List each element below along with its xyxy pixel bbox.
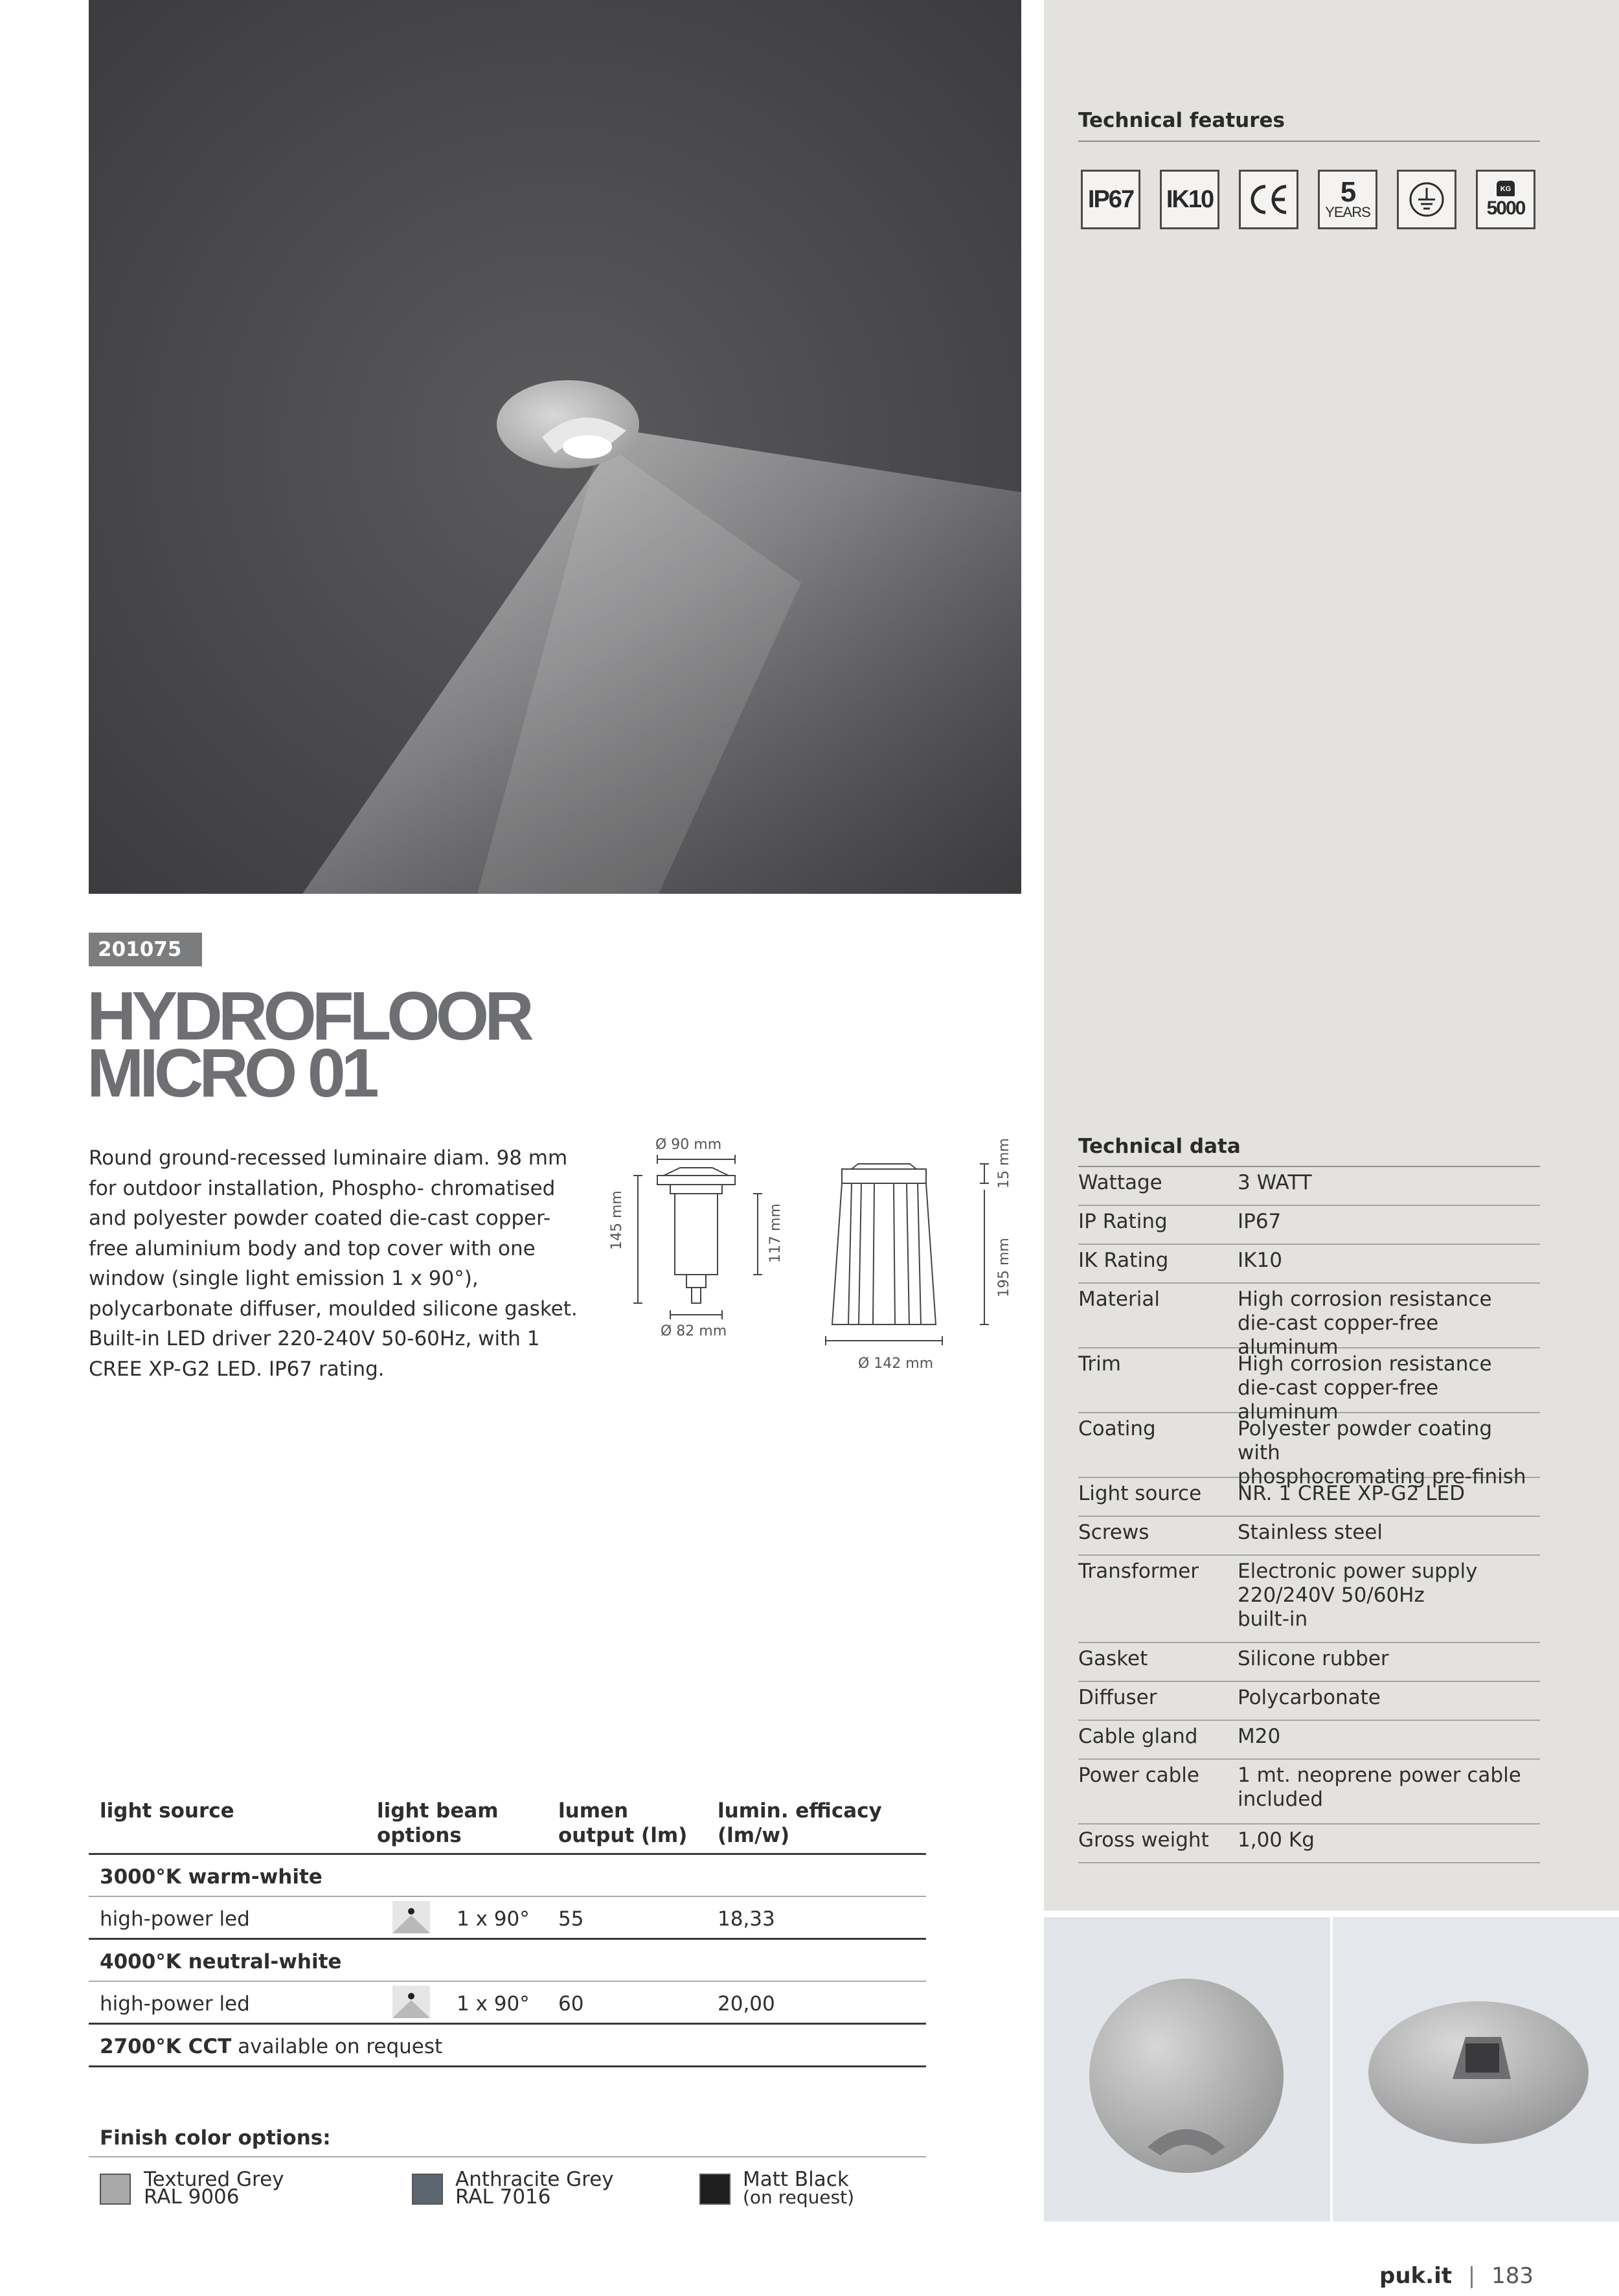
finish-code: RAL 9006 xyxy=(144,2185,240,2209)
technical-data-label: Material xyxy=(1078,1288,1160,1311)
dim-bottom-diameter: Ø 82 mm xyxy=(661,1323,727,1339)
technical-data-title: Technical data xyxy=(1078,1135,1241,1158)
earth-ground-glyph xyxy=(1407,180,1446,219)
product-photo-side-view-image xyxy=(1333,1917,1619,2222)
technical-data-label: Power cable xyxy=(1078,1764,1199,1787)
header-lumen-line2: output (lm) xyxy=(558,1824,688,1847)
table-divider xyxy=(89,2023,926,2025)
product-photo-top-view-image xyxy=(1044,1917,1330,2222)
finish-code: (on request) xyxy=(743,2187,855,2208)
swatch-anthracite-grey xyxy=(412,2174,443,2205)
technical-data-label: Trim xyxy=(1078,1352,1121,1376)
technical-data-label: Wattage xyxy=(1078,1171,1162,1194)
load-weight-label: 5000 xyxy=(1486,198,1525,219)
finish-label-anthracite-grey xyxy=(455,2168,614,2209)
swatch-matt-black xyxy=(699,2174,730,2205)
technical-data-value: IK10 xyxy=(1238,1249,1282,1272)
technical-data-value: 3 WATT xyxy=(1238,1171,1312,1194)
technical-data-label: Screws xyxy=(1078,1521,1149,1544)
warranty-years-number: 5 xyxy=(1340,176,1355,208)
technical-drawing-lines xyxy=(602,1137,1017,1422)
product-code-badge: 201075 xyxy=(89,933,202,966)
technical-data-row xyxy=(1078,1477,1540,1517)
technical-data-value: 1,00 Kg xyxy=(1238,1828,1315,1852)
group-title-neutral: 4000°K neutral-white xyxy=(100,1950,342,1973)
technical-data-row xyxy=(1078,1720,1540,1760)
technical-data-value: Electronic power supply 220/240V 50/60Hz built-in xyxy=(1238,1560,1478,1631)
dim-body-height: 145 mm xyxy=(609,1190,625,1250)
row-efficacy-warm: 18,33 xyxy=(718,1907,775,1931)
technical-data-row xyxy=(1078,1205,1540,1245)
table-divider xyxy=(89,2065,926,2067)
ik10-label: IK10 xyxy=(1166,185,1214,213)
dim-inner-height: 117 mm xyxy=(767,1203,784,1263)
row-source-warm: high-power led xyxy=(100,1907,250,1931)
dim-box-height: 195 mm xyxy=(996,1238,1012,1297)
table-divider xyxy=(89,1853,926,1855)
footer-separator: | xyxy=(1467,2263,1476,2289)
technical-data-value: Polyester powder coating with phosphocromating pre-finish xyxy=(1238,1417,1526,1488)
ce-mark-glyph xyxy=(1246,181,1291,218)
dim-top-diameter: Ø 90 mm xyxy=(655,1137,722,1153)
load-weight-icon xyxy=(1476,170,1535,229)
cct-note-rest: available on request xyxy=(231,2035,443,2058)
warranty-years-label: YEARS xyxy=(1325,204,1370,220)
technical-data-value: Stainless steel xyxy=(1238,1521,1383,1544)
row-lumen-warm: 55 xyxy=(558,1907,584,1931)
technical-features-title: Technical features xyxy=(1078,109,1285,132)
header-efficacy-line2: (lm/w) xyxy=(718,1824,790,1847)
technical-data-label: Diffuser xyxy=(1078,1686,1157,1709)
technical-data-row xyxy=(1078,1554,1540,1643)
product-description: Round ground-recessed luminaire diam. 98 mm for outdoor installation, Phospho- chromatised and polyester powder coated die-cast copper-free aluminium body and top cover with one window (single light emission 1 x 90°), polycarbonate diffuser, moulded silicone gasket. Built-in LED driver 220-240V 50-60Hz, with 1 CREE XP-G2 LED. IP67 rating. xyxy=(89,1146,578,1381)
ce-mark-icon xyxy=(1239,170,1298,229)
product-title-line1: HYDROFLOOR xyxy=(87,978,530,1054)
cct-note-bold: 2700°K CCT xyxy=(100,2035,232,2058)
technical-drawing xyxy=(602,1137,1017,1422)
table-divider xyxy=(89,1938,926,1940)
technical-data-label: IP Rating xyxy=(1078,1210,1168,1233)
technical-data-row xyxy=(1078,1681,1540,1721)
finish-divider xyxy=(89,2156,926,2157)
technical-data-value: Polycarbonate xyxy=(1238,1686,1381,1709)
finish-label-matt-black xyxy=(743,2168,855,2208)
earth-ground-icon xyxy=(1397,170,1456,229)
ik10-icon xyxy=(1160,170,1219,229)
row-beam-warm: 1 x 90° xyxy=(457,1907,530,1931)
dim-collar-height: 15 mm xyxy=(996,1138,1012,1188)
technical-data-value: High corrosion resistance die-cast copper-free aluminum xyxy=(1238,1352,1492,1424)
product-title-line2: MICRO 01 xyxy=(87,1035,375,1111)
technical-data-label: Light source xyxy=(1078,1482,1202,1505)
row-lumen-neutral: 60 xyxy=(558,1992,584,2016)
technical-data-row xyxy=(1078,1244,1540,1284)
row-efficacy-neutral: 20,00 xyxy=(718,1992,775,2016)
warranty-icon xyxy=(1318,170,1377,229)
technical-data-row xyxy=(1078,1412,1540,1488)
technical-data-row xyxy=(1078,1282,1540,1359)
table-divider xyxy=(89,1981,926,1982)
technical-data-value: Silicone rubber xyxy=(1238,1647,1389,1670)
technical-features-divider xyxy=(1078,141,1540,142)
technical-data-row xyxy=(1078,1347,1540,1424)
technical-data-label: Coating xyxy=(1078,1417,1156,1440)
technical-data-value: IP67 xyxy=(1238,1210,1282,1233)
footer-page-number: 183 xyxy=(1491,2263,1534,2289)
cct-note xyxy=(100,2035,442,2058)
header-light-source: light source xyxy=(100,1799,234,1823)
beam-pattern-icon xyxy=(392,1901,430,1933)
weight-kg-icon: KG xyxy=(1497,181,1515,196)
technical-data-label: Cable gland xyxy=(1078,1725,1198,1748)
swatch-textured-grey xyxy=(100,2174,131,2205)
technical-data-row xyxy=(1078,1823,1540,1863)
page-footer xyxy=(1379,2263,1534,2289)
dim-box-diameter: Ø 142 mm xyxy=(858,1356,934,1372)
technical-data-value: High corrosion resistance die-cast copper-free aluminum xyxy=(1238,1288,1492,1359)
technical-data-value: M20 xyxy=(1238,1725,1281,1748)
technical-data-value: NR. 1 CREE XP-G2 LED xyxy=(1238,1482,1466,1505)
technical-data-row xyxy=(1078,1758,1540,1824)
ip67-icon xyxy=(1081,170,1140,229)
technical-data-row xyxy=(1078,1516,1540,1556)
technical-data-label: Transformer xyxy=(1078,1560,1199,1583)
product-title xyxy=(87,978,530,1111)
finish-name: Textured Grey xyxy=(144,2168,284,2191)
row-beam-neutral: 1 x 90° xyxy=(457,1992,530,2016)
finish-name: Anthracite Grey xyxy=(455,2168,614,2191)
hero-photo xyxy=(89,0,1021,894)
footer-site: puk.it xyxy=(1379,2263,1452,2289)
finish-options-title: Finish color options: xyxy=(100,2126,331,2150)
beam-pattern-icon xyxy=(392,1986,430,2018)
hero-photo-illustration xyxy=(89,0,1021,894)
technical-data-row xyxy=(1078,1166,1540,1206)
ip67-label: IP67 xyxy=(1087,185,1134,213)
table-divider xyxy=(89,1896,926,1897)
technical-data-value: 1 mt. neoprene power cable included xyxy=(1238,1764,1521,1811)
technical-data-row xyxy=(1078,1642,1540,1682)
finish-label-textured-grey xyxy=(144,2168,284,2209)
finish-name: Matt Black xyxy=(743,2168,849,2191)
header-beam-line2: options xyxy=(377,1824,462,1847)
product-photo-side-view xyxy=(1333,1917,1619,2222)
row-source-neutral: high-power led xyxy=(100,1992,250,2016)
header-lumen-line1: lumen xyxy=(558,1799,629,1823)
technical-data-label: Gross weight xyxy=(1078,1828,1209,1852)
header-efficacy-line1: lumin. efficacy xyxy=(718,1799,882,1823)
header-beam-line1: light beam xyxy=(377,1799,499,1823)
group-title-warm: 3000°K warm-white xyxy=(100,1865,323,1889)
product-photo-top-view xyxy=(1044,1917,1330,2222)
finish-code: RAL 7016 xyxy=(455,2185,551,2209)
technical-data-label: Gasket xyxy=(1078,1647,1148,1670)
technical-data-label: IK Rating xyxy=(1078,1249,1169,1272)
